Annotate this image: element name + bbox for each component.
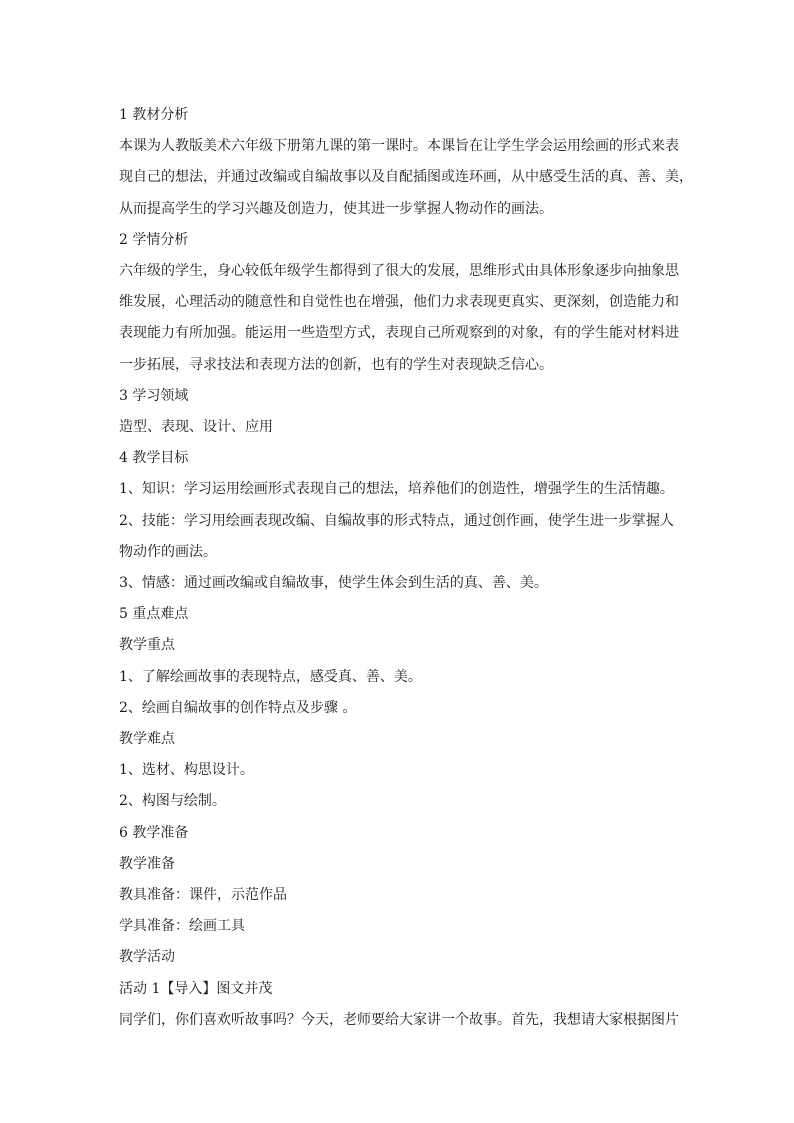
paragraph-line: 从而提高学生的学习兴趣及创造力，使其进一步掌握人物动作的画法。 xyxy=(119,200,553,217)
subheading-teaching-difficulty: 教学难点 xyxy=(119,731,175,748)
list-item: 1、了解绘画故事的表现特点，感受真、善、美。 xyxy=(119,668,422,685)
paragraph-line: 学具准备：绘画工具 xyxy=(119,918,245,935)
section-heading-material-analysis: 1 教材分析 xyxy=(119,107,189,123)
document-body xyxy=(119,100,693,1036)
subheading-preparation: 教学准备 xyxy=(119,855,175,872)
list-item: 3、情感：通过画改编或自编故事，使学生体会到生活的真、善、美。 xyxy=(119,575,548,592)
paragraph-line: 六年级的学生，身心较低年级学生都得到了很大的发展，思维形式由具体形象逐步向抽象思 xyxy=(119,263,679,280)
paragraph-line: 教具准备：课件，示范作品 xyxy=(119,887,287,904)
section-heading-key-difficulties: 5 重点难点 xyxy=(119,606,189,623)
paragraph-line: 同学们，你们喜欢听故事吗？今天，老师要给大家讲一个故事。首先，我想请大家根据图片 xyxy=(119,1011,679,1028)
section-heading-teaching-goals: 4 教学目标 xyxy=(119,450,189,467)
paragraph-line: 本课为人教版美术六年级下册第九课的第一课时。本课旨在让学生学会运用绘画的形式来表 xyxy=(119,138,679,155)
list-item: 1、知识：学习运用绘画形式表现自己的想法，培养他们的创造性，增强学生的生活情趣。 xyxy=(119,481,674,498)
section-heading-student-analysis: 2 学情分析 xyxy=(119,231,189,248)
subheading-teaching-focus: 教学重点 xyxy=(119,637,175,654)
list-item: 2、绘画自编故事的创作特点及步骤 。 xyxy=(119,699,357,716)
paragraph-line: 维发展，心理活动的随意性和自觉性也在增强，他们力求表现更真实、更深刻，创造能力和 xyxy=(119,294,679,311)
paragraph-line: 表现能力有所加强。能运用一些造型方式，表现自己所观察到的对象，有的学生能对材料进 xyxy=(119,325,679,342)
paragraph-line: 造型、表现、设计、应用 xyxy=(119,419,273,436)
section-heading-learning-area: 3 学习领域 xyxy=(119,387,189,404)
list-item: 2、构图与绘制。 xyxy=(119,793,226,810)
subheading-teaching-activities: 教学活动 xyxy=(119,949,175,966)
paragraph-line: 现自己的想法，并通过改编或自编故事以及自配插图或连环画，从中感受生活的真、善、美， xyxy=(119,169,693,186)
list-item: 2、技能：学习用绘画表现改编、自编故事的形式特点，通过创作画，使学生进一步掌握人 xyxy=(119,512,674,529)
list-item: 1、选材、构思设计。 xyxy=(119,762,254,779)
paragraph-line: 一步拓展，寻求技法和表现方法的创新，也有的学生对表现缺乏信心。 xyxy=(119,356,553,373)
section-heading-teaching-preparation: 6 教学准备 xyxy=(119,824,189,841)
list-item-continuation: 物动作的画法。 xyxy=(119,543,217,560)
activity-heading: 活动 1【导入】图文并茂 xyxy=(119,980,273,997)
